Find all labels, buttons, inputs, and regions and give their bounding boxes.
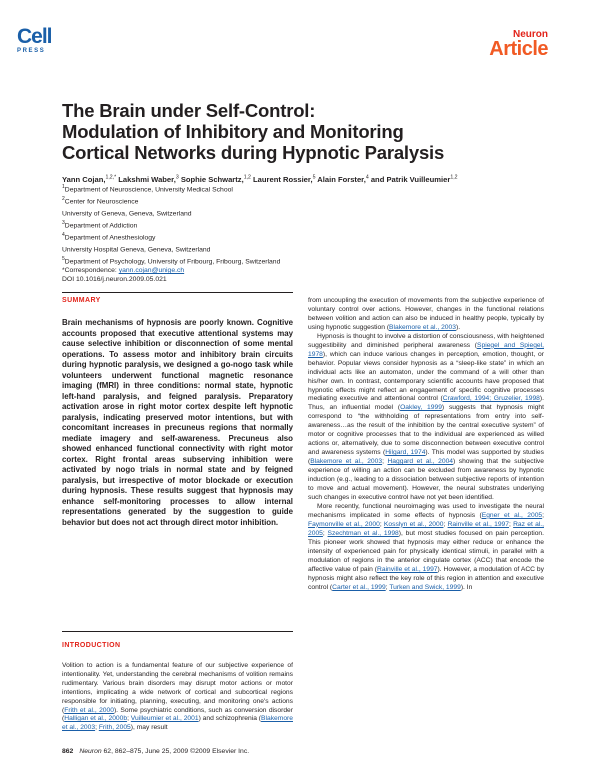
affiliation: $^1$Department of Neuroscience, University Medical School [62, 184, 233, 194]
title-line: The Brain under Self-Control: [62, 100, 316, 121]
text-run: ; [95, 724, 99, 732]
summary-top-rule [62, 292, 293, 293]
page-number: 862 [62, 748, 74, 755]
citation-journal: Neuron [79, 748, 102, 755]
text-run: ; [382, 458, 388, 466]
text-run: ; [379, 520, 384, 528]
text-run: ), which can induce various changes in perception, emotion, thought, or behavior. Popular views consider hypnosis as a “sleep-like state” in which an individual acts like an automaton, under the command of a will other than his/her own. In contrast, contemporary scientific accounts have proposed that hypnotic effects might reflect an engagement of specific cognitive processes mediating executive and attentional control ( [308, 350, 544, 403]
citation-link[interactable]: Raz et al., 2005 [308, 520, 544, 537]
affiliation: $^2$Center for Neuroscience [62, 196, 139, 206]
page-footer [62, 748, 249, 755]
text-run: from uncoupling the execution of movements from the subjective experience of voluntary control over actions. However, changes in the functional relations between volition and action can also be induced in healthy people, typically by using hypnotic suggestion ( [308, 297, 544, 331]
cell-press-logo [17, 27, 51, 61]
text-run: ; [443, 520, 448, 528]
text-run: ), may result [130, 724, 168, 732]
paragraph [308, 333, 544, 503]
text-run: ; [542, 511, 545, 519]
introduction-heading: INTRODUCTION [62, 642, 121, 649]
right-column-text [308, 297, 544, 592]
logo-subtext: PRESS [17, 48, 46, 54]
citation-link[interactable]: Blakemore et al., 2003 [310, 458, 383, 466]
citation-link[interactable]: Frith et al., 2000 [64, 706, 114, 714]
citation-link[interactable]: Oakley, 1999 [400, 404, 442, 412]
title-line: Cortical Networks during Hypnotic Paralysis [62, 142, 445, 163]
text-run: ; [508, 520, 514, 528]
citation-link[interactable]: Halligan et al., 2000b [64, 715, 128, 723]
paragraph [308, 297, 544, 333]
text-run: ). Thus, an influential model ( [308, 395, 544, 412]
citation-link[interactable]: Blakemore et al., 2003 [389, 323, 456, 331]
paragraph [308, 503, 544, 593]
affiliation: University Hospital Geneva, Geneva, Switzerland [62, 246, 211, 254]
citation-link[interactable]: Szechtman et al., 1998 [327, 529, 399, 537]
affiliation: $^5$Department of Psychology, University of Fribourg, Fribourg, Switzerland [62, 256, 281, 266]
email-link[interactable]: yann.cojan@unige.ch [118, 267, 185, 275]
text-run: ), but most studies focused on pain perception. This pioneer work showed that hypnosis may either reduce or enhance the intensity of experienced pain for physically identical stimuli, in parallel with a modulation of regions in the anterior cingulate cortex (ACC) that encode the affective value of pain ( [308, 529, 544, 573]
text-run: ). [455, 323, 461, 331]
text-run: ) and schizophrenia ( [198, 715, 262, 723]
citation-link[interactable]: Egner et al., 2005 [481, 511, 543, 519]
author: Yann Cojan,$^{1,2,*}$ [62, 174, 117, 184]
correspondence: *Correspondence: yann.cojan@unige.ch [62, 267, 185, 275]
text-run: ; [127, 715, 131, 723]
text-run: ; [385, 583, 390, 591]
citation-link[interactable]: Crawford, 1994; Gruzelier, 1998 [442, 395, 540, 403]
summary-heading: SUMMARY [62, 297, 101, 304]
text-run: ). Some psychiatric conditions, such as conversion disorder ( [62, 706, 294, 723]
text-run: More recently, functional neuroimaging was used to investigate the neural mechanisms implicated in some effects of hypnosis ( [308, 502, 544, 519]
logo-text: Cell [17, 25, 52, 48]
article-type: Article [489, 38, 548, 60]
text-run: Hypnosis is thought to involve a distortion of consciousness, with heightened suggestibility and diminished peripheral awareness ( [308, 332, 544, 349]
text-run: ). This model was supported by studies ( [308, 449, 544, 466]
doi: DOI 10.1016/j.neuron.2009.05.021 [62, 276, 167, 284]
citation-link[interactable]: Haggard et al., 2004 [387, 458, 454, 466]
citation-link[interactable]: Turken and Swick, 1999 [389, 583, 461, 591]
citation-link[interactable]: Spiegel and Spiegel, 1978 [308, 341, 544, 358]
citation-link[interactable]: Frith, 2005 [98, 724, 131, 732]
affiliation: $^4$Department of Anesthesiology [62, 232, 156, 242]
author: Alain Forster,$^4$ [317, 174, 369, 184]
citation-link[interactable]: Kosslyn et al., 2000 [383, 520, 444, 528]
citation-link[interactable]: Hilgard, 1974 [385, 449, 426, 457]
paper-title [62, 100, 532, 163]
text-run: Volition to action is a fundamental feature of our subjective experience of intentionality. Yet, understanding the cerebral mechanisms of volition remains rudimentary. Various brain disorders may disrupt motor actions or motor intentions, implicating a wide network of cortical and subcortical regions responsible for initiating, planning, executing, and monitoring one's actions ( [62, 662, 293, 714]
citation-link[interactable]: Carter et al., 1999 [332, 583, 386, 591]
author: and Patrik Vuilleumier$^{1,2}$ [370, 174, 458, 184]
paragraph [62, 662, 293, 733]
summary-text: Brain mechanisms of hypnosis are poorly known. Cognitive accounts proposed that executive attentional systems may cause selective inhibition or disconnection of some mental operations. To assess motor and inhibitory brain circuits during hypnotic paralysis, we designed a go-nogo task while volunteers underwent functional magnetic resonance imaging (fMRI) in three conditions: normal state, hypnotic left-hand paralysis, and feigned paralysis. Preparatory activation arose in right motor cortex despite left hypnotic paralysis, indicating preserved motor intentions, but with concomitant increases in precuneus regions that normally mediate imagery and self-awareness. Precuneus also showed enhanced functional connectivity with right motor cortex. Right frontal areas subserving inhibition were activated by nogo trials in normal state and by feigned paralysis, but irrespective of motor blockade or execution during hypnosis. These results suggest that hypnosis may enhance self-monitoring processes to allow internal representations generated by the suggestion to guide behavior but does not act through direct motor inhibition. [62, 318, 293, 527]
journal-name: Neuron [513, 29, 548, 40]
affiliation: $^3$Department of Addiction [62, 220, 138, 230]
author: Laurent Rossier,$^5$ [253, 174, 316, 184]
citation-link[interactable]: Vuilleumier et al., 2001 [130, 715, 199, 723]
summary-bottom-rule [62, 631, 293, 632]
author: Sophie Schwartz,$^{1,2}$ [180, 174, 251, 184]
text-run: ) suggests that hypnosis might correspond to “the withholding of representations from entry into self-awareness…as the result of the inhibition by the central executive system” of motor or cognitive processes that to the individual are experienced as willed actions or, alternatively, due to some disconnection between executive control and awareness systems ( [308, 404, 545, 457]
text-run: ; [322, 529, 328, 537]
citation-link[interactable]: Faymonville et al., 2000 [308, 520, 380, 528]
text-run: ). In [460, 583, 473, 591]
title-line: Modulation of Inhibitory and Monitoring [62, 121, 404, 142]
text-run: ) showing that the subjective experience of willing an action can be excluded from awareness by hypnotic induction (e.g., leading to a dissociation between subjective reports of intention to move and actual movement). However, the neural substrates underlying such changes in executive control have not yet been identified. [308, 458, 544, 501]
citation-details: 62, 862–875, June 25, 2009 ©2009 Elsevier Inc. [101, 748, 250, 755]
citation-link[interactable]: Rainville et al., 1997 [377, 565, 438, 573]
citation-link[interactable]: Rainville et al., 1997 [447, 520, 509, 528]
citation-link[interactable]: Blakemore et al., 2003 [62, 715, 293, 732]
introduction-text [62, 662, 293, 733]
text-run: ). However, a modulation of ACC by hypnosis might also reflect the key role of this region in attention and executive control ( [308, 565, 544, 591]
author: Lakshmi Waber,$^3$ [118, 174, 179, 184]
affiliations [62, 183, 462, 285]
affiliation: University of Geneva, Geneva, Switzerland [62, 210, 192, 218]
